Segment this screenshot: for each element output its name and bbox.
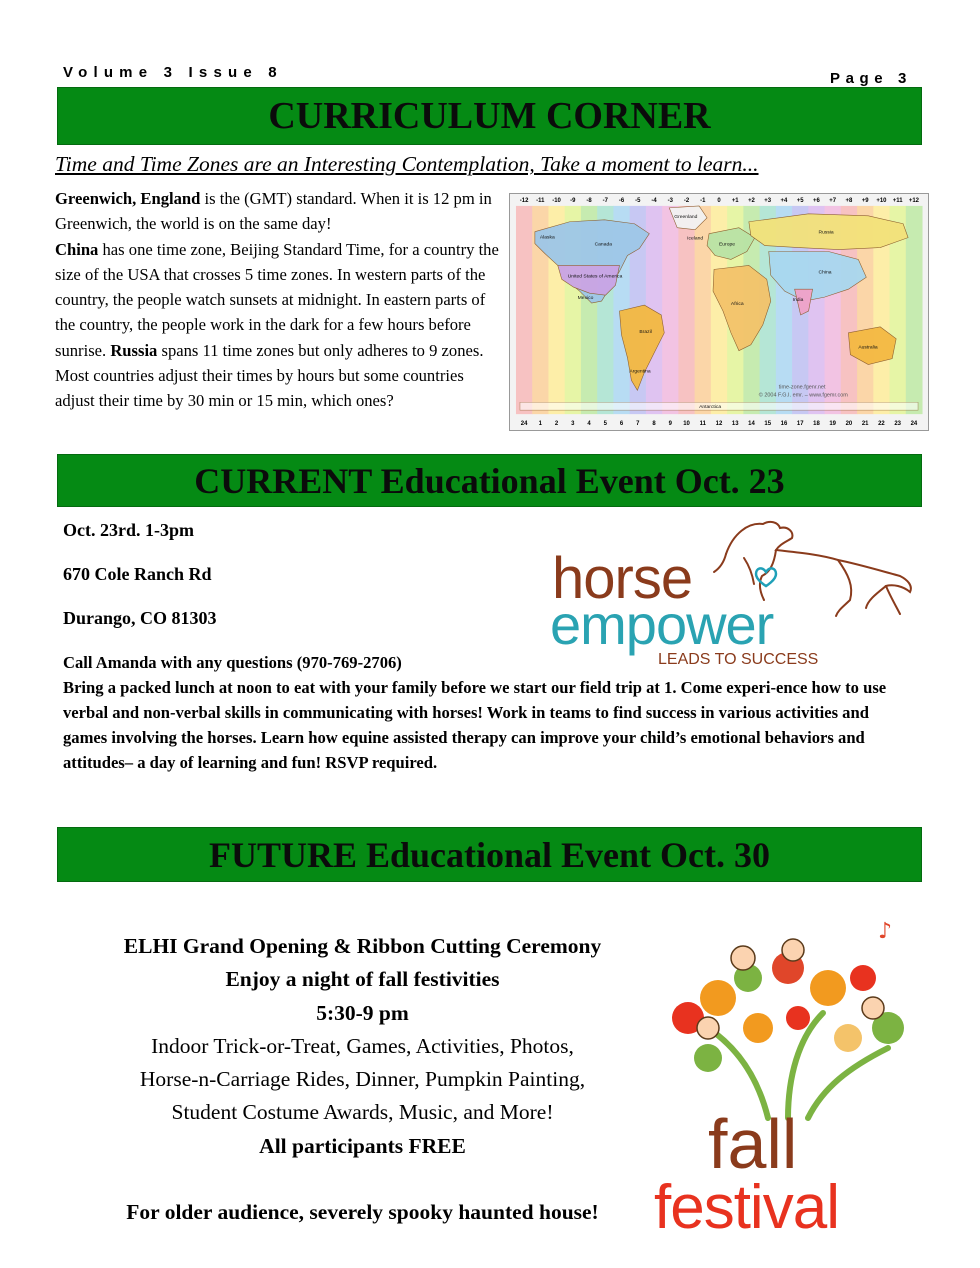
- map-credit-1: time-zone.fgenr.net: [778, 384, 826, 391]
- map-label: Africa: [730, 302, 744, 308]
- china-label: China: [55, 239, 99, 259]
- zone-hour-label: 24: [520, 421, 528, 428]
- zone-hour-label: 9: [668, 421, 672, 428]
- curriculum-banner: CURRICULUM CORNER: [57, 87, 922, 145]
- russia-text: spans 11 time zones but only adheres to 9 zones. Most countries adjust their times by hours but some countries adjust their time by 30 min or 15 min, which ones?: [55, 340, 484, 411]
- zone-offset-label: +8: [845, 197, 853, 204]
- zone-hour-label: 18: [813, 421, 820, 428]
- future-line-5: Horse-n-Carriage Rides, Dinner, Pumpkin Painting,: [139, 1067, 586, 1092]
- zone-offset-label: +10: [876, 197, 887, 204]
- zone-offset-label: -6: [618, 197, 625, 204]
- event-address-line-1: 670 Cole Ranch Rd: [63, 564, 212, 584]
- zone-hour-label: 3: [571, 421, 575, 428]
- zone-hour-label: 24: [910, 421, 918, 428]
- zone-hour-label: 4: [587, 421, 591, 428]
- zone-hour-label: 1: [538, 421, 542, 428]
- zone-offset-label: +3: [764, 197, 772, 204]
- zone-offset-label: -12: [519, 197, 529, 204]
- china-text: has one time zone, Beijing Standard Time, for a country the size of the USA that crosses 5 time zones. In western parts of the country, the people watch sunsets at midnight. In eastern parts of the country, the people work in the dark for a few hours before sunrise.: [55, 239, 499, 360]
- festival-word: festival: [654, 1173, 839, 1240]
- time-zone-stripe: [662, 206, 679, 414]
- zone-hour-label: 6: [619, 421, 624, 428]
- future-line-2: Enjoy a night of fall festivities: [225, 967, 500, 992]
- zone-offset-label: -5: [635, 197, 641, 204]
- zone-offset-label: -4: [651, 197, 657, 204]
- future-line-7: All participants FREE: [259, 1133, 466, 1158]
- logo-word-empower: empower: [550, 593, 774, 656]
- map-credit-2: © 2004 F.G.I. emr. – www.fgemr.com: [758, 392, 848, 399]
- zone-hour-label: 20: [845, 421, 853, 428]
- event-date-time: Oct. 23rd. 1-3pm: [63, 520, 194, 540]
- map-label: United States of America: [567, 274, 623, 280]
- zone-hour-label: 22: [878, 421, 885, 428]
- map-label: Europe: [719, 242, 736, 248]
- page-number: Page 3: [830, 70, 912, 87]
- curriculum-subtitle: Time and Time Zones are an Interesting Contemplation, Take a moment to learn...: [55, 152, 759, 176]
- zone-offset-label: -10: [552, 197, 561, 204]
- logo-tagline: LEADS TO SUCCESS: [658, 651, 819, 668]
- zone-hour-label: 16: [780, 421, 788, 428]
- zone-offset-label: +11: [892, 197, 903, 204]
- zone-offset-label: -1: [700, 197, 706, 204]
- future-line-3: 5:30-9 pm: [316, 1000, 409, 1025]
- current-event-banner: CURRENT Educational Event Oct. 23: [57, 454, 922, 507]
- map-label: Australia: [858, 345, 878, 351]
- future-event-details: [60, 930, 665, 1229]
- music-note-icon: ♪: [878, 919, 893, 944]
- zone-hour-label: 17: [796, 421, 804, 428]
- zone-hour-label: 14: [748, 421, 755, 428]
- volume-issue: Volume 3 Issue 8: [63, 64, 283, 81]
- time-zone-stripe: [516, 206, 533, 414]
- zone-hour-label: 8: [652, 421, 656, 428]
- future-line-1: ELHI Grand Opening & Ribbon Cutting Ceremony: [123, 934, 602, 958]
- zone-offset-label: +12: [908, 197, 919, 204]
- zone-offset-label: -2: [683, 197, 690, 204]
- greenwich-label: Greenwich, England: [55, 189, 201, 208]
- zone-offset-label: +6: [813, 197, 820, 204]
- event-address-line-2: Durango, CO 81303: [63, 608, 217, 628]
- logo-word-horse: horse: [552, 546, 693, 611]
- time-zone-stripe: [906, 206, 923, 414]
- map-label: Alaska: [539, 235, 555, 241]
- zone-offset-label: +4: [780, 197, 788, 204]
- map-label: Russia: [818, 230, 834, 236]
- time-zone-paragraph: [55, 186, 505, 414]
- zone-offset-label: 0: [717, 197, 721, 204]
- zone-hour-label: 2: [554, 421, 559, 428]
- map-label: India: [792, 298, 804, 304]
- future-line-8: For older audience, severely spooky haunted house!: [126, 1200, 599, 1225]
- zone-hour-label: 7: [636, 421, 640, 428]
- zone-hour-label: 23: [894, 421, 901, 428]
- map-label: Antarctica: [699, 405, 722, 411]
- zone-hour-label: 11: [699, 421, 706, 428]
- zone-offset-label: +2: [748, 197, 755, 204]
- zone-hour-label: 12: [715, 421, 723, 428]
- map-label: Mexico: [577, 296, 594, 302]
- zone-hour-label: 13: [731, 421, 739, 428]
- zone-offset-label: +7: [829, 197, 837, 204]
- zone-offset-label: +9: [861, 197, 869, 204]
- zone-hour-label: 15: [764, 421, 772, 428]
- russia-label: Russia: [110, 340, 158, 360]
- map-label: Argentina: [629, 369, 651, 375]
- zone-offset-label: -8: [586, 197, 592, 204]
- zone-offset-label: +5: [796, 197, 804, 204]
- zone-hour-label: 5: [603, 421, 607, 428]
- greenwich-text: is the (GMT) standard. When it is 12 pm in Greenwich, the world is on the same day!: [55, 189, 492, 234]
- future-line-4: Indoor Trick-or-Treat, Games, Activities, Photos,: [151, 1033, 574, 1058]
- zone-hour-label: 21: [861, 421, 869, 428]
- map-label: China: [818, 270, 832, 276]
- fall-word: fall: [708, 1105, 798, 1183]
- zone-offset-label: -9: [570, 197, 576, 204]
- future-event-banner: FUTURE Educational Event Oct. 30: [57, 827, 922, 882]
- zone-hour-label: 19: [829, 421, 837, 428]
- fall-festival-logo: [648, 918, 940, 1240]
- horse-empower-logo: [548, 514, 920, 674]
- event-body-text: Bring a packed lunch at noon to eat with your family before we start our field trip at 1. Come experi-ence how to use verbal and non-verbal skills in communicating with horses! Work in teams to find success in various activities and games involving the horses. Learn how equine assisted therapy can improve your child’s emotional behaviors and attitudes– a day of learning and fun! RSVP required.: [63, 678, 887, 772]
- world-time-zone-map: [509, 193, 929, 431]
- zone-offset-label: -3: [667, 197, 673, 204]
- map-label: Canada: [594, 242, 612, 248]
- zone-hour-label: 10: [683, 421, 690, 428]
- zone-offset-label: +1: [731, 197, 739, 204]
- map-label: Iceland: [687, 236, 704, 242]
- zone-offset-label: -7: [602, 197, 608, 204]
- map-label: Greenland: [674, 214, 698, 220]
- zone-offset-label: -11: [536, 197, 545, 204]
- map-label: Brazil: [639, 329, 652, 335]
- future-line-6: Student Costume Awards, Music, and More!: [171, 1100, 554, 1125]
- event-call-info: Call Amanda with any questions (970-769-2706): [63, 653, 402, 672]
